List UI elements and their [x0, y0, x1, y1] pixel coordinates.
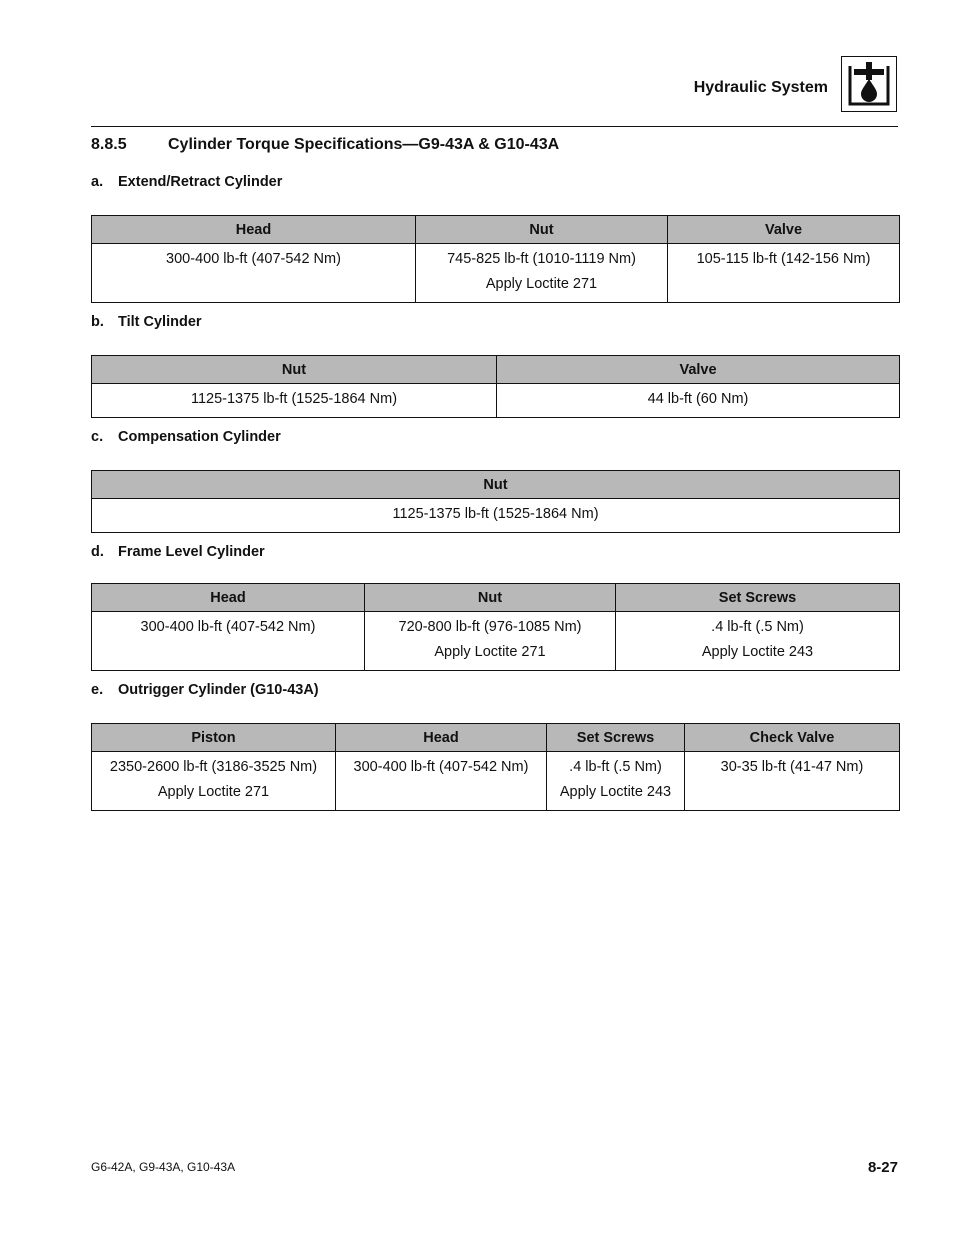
- table-cell: [336, 752, 547, 811]
- table-cell: [685, 752, 900, 811]
- column-header: Set Screws: [547, 724, 685, 752]
- cell-text: 1125-1375 lb-ft (1525-1864 Nm): [392, 506, 599, 522]
- table-row: [92, 499, 900, 533]
- column-header: Check Valve: [685, 724, 900, 752]
- subheading-letter: c.: [91, 429, 104, 445]
- cell-text: .4 lb-ft (.5 Nm): [569, 759, 662, 775]
- page-header-title: Hydraulic System: [693, 79, 828, 96]
- table-cell: [497, 384, 900, 418]
- column-header: Valve: [497, 356, 900, 384]
- subheading-letter: b.: [91, 314, 104, 330]
- table-cell: [92, 612, 365, 671]
- table-cell: [616, 612, 900, 671]
- subheading-text: Tilt Cylinder: [118, 314, 202, 330]
- cell-text: 1125-1375 lb-ft (1525-1864 Nm): [190, 391, 398, 407]
- compensation-table: [91, 470, 900, 533]
- subheading-outrigger: [91, 682, 319, 698]
- table-row: [92, 244, 900, 303]
- table-cell: [92, 244, 416, 303]
- subheading-extend-retract: [91, 174, 282, 190]
- section-heading: [91, 136, 559, 154]
- hydraulic-cylinder-icon: [841, 56, 897, 112]
- table-cell: [416, 244, 668, 303]
- table-header-row: [92, 724, 900, 752]
- table-cell: [92, 499, 900, 533]
- cell-note: Apply Loctite 271: [485, 276, 598, 292]
- header-rule: [91, 126, 898, 127]
- cell-text: 300-400 lb-ft (407-542 Nm): [353, 759, 529, 775]
- subheading-frame-level: [91, 544, 265, 560]
- column-header: Nut: [92, 356, 497, 384]
- cell-text: 105-115 lb-ft (142-156 Nm): [696, 251, 871, 267]
- tilt-table: [91, 355, 900, 418]
- table-cell: [92, 752, 336, 811]
- cell-note: Apply Loctite 271: [434, 644, 546, 660]
- footer-models: G6-42A, G9-43A, G10-43A: [91, 1160, 236, 1174]
- table-cell: [668, 244, 900, 303]
- table-cell: [92, 384, 497, 418]
- column-header: Valve: [668, 216, 900, 244]
- subheading-tilt: [91, 314, 202, 330]
- table-header-row: [92, 471, 900, 499]
- table-row: [92, 384, 900, 418]
- column-header: Piston: [92, 724, 336, 752]
- cell-text: 720-800 lb-ft (976-1085 Nm): [398, 619, 582, 635]
- page-number: 8-27: [867, 1159, 898, 1176]
- subheading-letter: a.: [91, 174, 104, 190]
- section-title: Cylinder Torque Specifications—G9-43A & G10-43A: [168, 136, 560, 153]
- subheading-letter: e.: [91, 682, 104, 698]
- subheading-text: Outrigger Cylinder (G10-43A): [118, 682, 319, 698]
- section-number: 8.8.5: [91, 136, 127, 153]
- table-row: [92, 612, 900, 671]
- cell-note: Apply Loctite 243: [701, 644, 814, 660]
- cell-note: Apply Loctite 271: [157, 784, 270, 800]
- outrigger-table: [91, 723, 900, 811]
- subheading-compensation: [91, 429, 281, 445]
- table-header-row: [92, 584, 900, 612]
- cell-text: .4 lb-ft (.5 Nm): [711, 619, 804, 635]
- cell-text: 30-35 lb-ft (41-47 Nm): [720, 759, 864, 775]
- frame-level-table: [91, 583, 900, 671]
- table-row: [92, 752, 900, 811]
- table-cell: [547, 752, 685, 811]
- extend-retract-table: [91, 215, 900, 303]
- column-header: Set Screws: [616, 584, 900, 612]
- subheading-text: Compensation Cylinder: [118, 429, 281, 445]
- subheading-text: Extend/Retract Cylinder: [118, 174, 283, 190]
- column-header: Nut: [416, 216, 668, 244]
- cell-text: 745-825 lb-ft (1010-1119 Nm): [447, 251, 636, 267]
- column-header: Head: [92, 584, 365, 612]
- cell-text: 2350-2600 lb-ft (3186-3525 Nm): [109, 759, 318, 775]
- cell-text: 300-400 lb-ft (407-542 Nm): [166, 251, 341, 267]
- column-header: Nut: [365, 584, 616, 612]
- column-header: Nut: [92, 471, 900, 499]
- cell-note: Apply Loctite 243: [559, 784, 672, 800]
- subheading-letter: d.: [91, 544, 104, 560]
- table-cell: [365, 612, 616, 671]
- subheading-text: Frame Level Cylinder: [118, 544, 265, 560]
- table-header-row: [92, 216, 900, 244]
- table-header-row: [92, 356, 900, 384]
- cell-text: 300-400 lb-ft (407-542 Nm): [140, 619, 316, 635]
- column-header: Head: [92, 216, 416, 244]
- column-header: Head: [336, 724, 547, 752]
- cell-text: 44 lb-ft (60 Nm): [647, 391, 749, 407]
